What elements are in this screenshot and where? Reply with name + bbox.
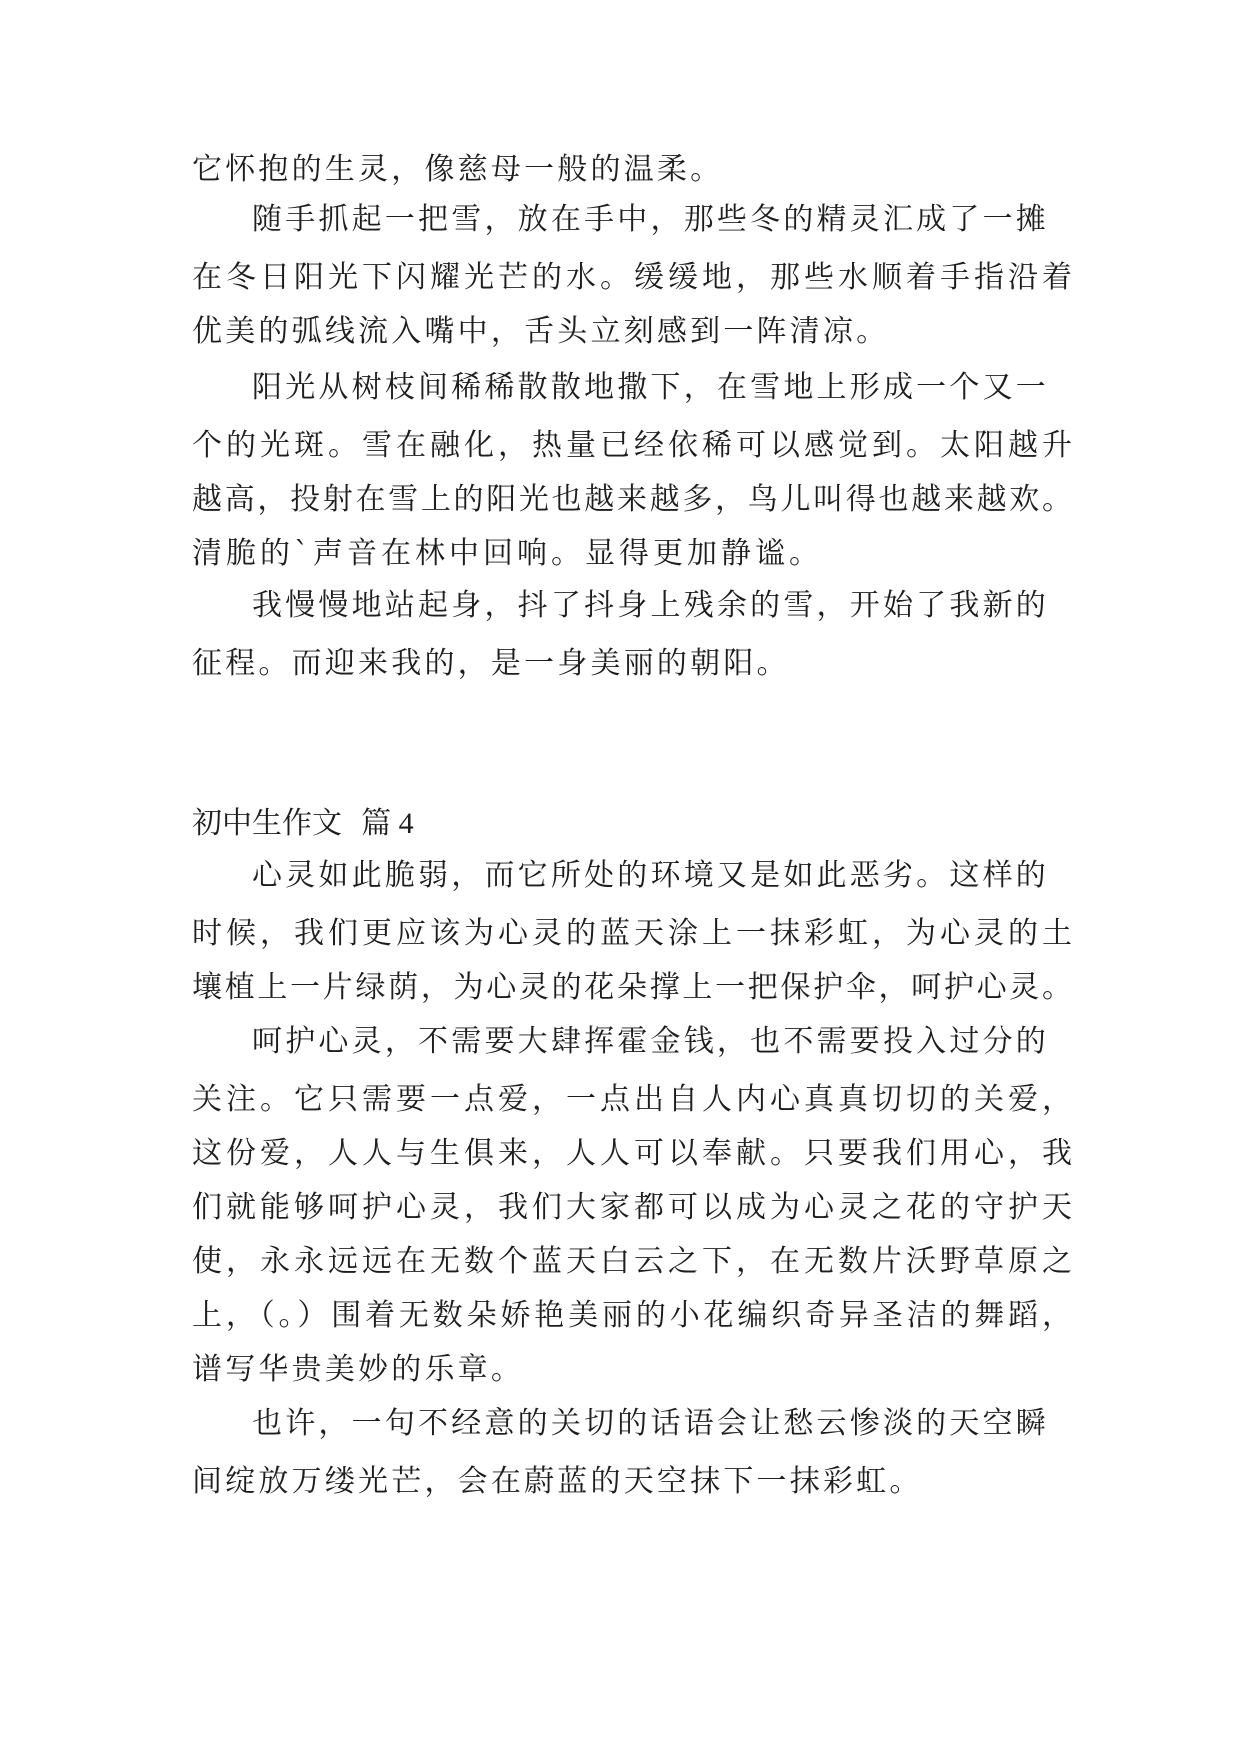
section-number: 篇 4 <box>361 807 414 840</box>
text-line: 阳光从树枝间稀稀散散地撒下，在雪地上形成一个又一 <box>252 370 1049 405</box>
text-line: 在冬日阳光下闪耀光芒的水。缓缓地，那些水顺着手指沿着 <box>192 260 1076 295</box>
text-line: 也许，一句不经意的关切的话语会让愁云惨淡的天空瞬 <box>252 1406 1049 1441</box>
text-line: 们就能够呵护心灵，我们大家都可以成为心灵之花的守护天 <box>192 1190 1076 1225</box>
text-line: 心灵如此脆弱，而它所处的环境又是如此恶劣。这样的 <box>252 858 1049 893</box>
text-line: 它怀抱的生灵，像慈母一般的温柔。 <box>192 152 724 187</box>
section-title-text: 初中生作文 <box>192 806 342 841</box>
text-line: 壤植上一片绿荫，为心灵的花朵撑上一把保护伞，呵护心灵。 <box>192 970 1075 1005</box>
text-line: 我慢慢地站起身，抖了抖身上残余的雪，开始了我新的 <box>252 588 1049 623</box>
text-line: 上，（。）围着无数朵娇艳美丽的小花编织奇异圣洁的舞蹈， <box>192 1298 1076 1333</box>
text-line: 越高，投射在雪上的阳光也越来越多，鸟儿叫得也越来越欢。 <box>192 482 1075 517</box>
text-line: 呵护心灵，不需要大肆挥霍金钱，也不需要投入过分的 <box>252 1024 1049 1059</box>
text-line: 间绽放万缕光芒，会在蔚蓝的天空抹下一抹彩虹。 <box>192 1464 923 1499</box>
text-line: 随手抓起一把雪，放在手中，那些冬的精灵汇成了一摊 <box>252 202 1049 237</box>
text-line: 征程。而迎来我的，是一身美丽的朝阳。 <box>192 646 790 681</box>
text-line: 使，永永远远在无数个蓝天白云之下，在无数片沃野草原之 <box>192 1244 1076 1279</box>
text-line: 关注。它只需要一点爱，一点出自人内心真真切切的关爱， <box>192 1082 1076 1117</box>
text-line: 时候，我们更应该为心灵的蓝天涂上一抹彩虹，为心灵的土 <box>192 916 1076 951</box>
section-title <box>192 804 414 844</box>
text-line: 个的光斑。雪在融化，热量已经依稀可以感觉到。太阳越升 <box>192 428 1076 463</box>
text-line: 清脆的`声音在林中回响。显得更加静谧。 <box>192 536 823 571</box>
text-line: 这份爱，人人与生俱来，人人可以奉献。只要我们用心，我 <box>192 1136 1076 1171</box>
text-line: 优美的弧线流入嘴中，舌头立刻感到一阵清凉。 <box>192 314 890 349</box>
text-line: 谱写华贵美妙的乐章。 <box>192 1352 525 1387</box>
